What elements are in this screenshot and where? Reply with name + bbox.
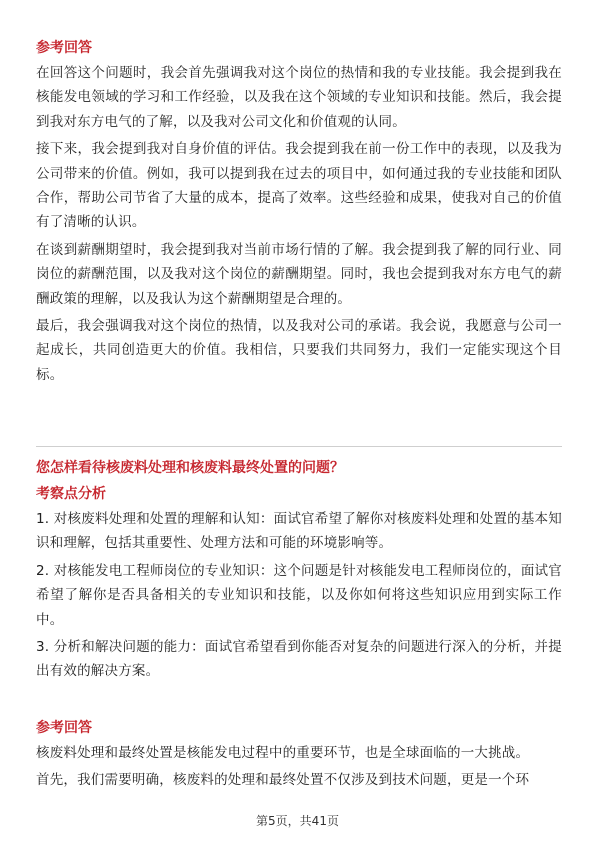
answer-paragraph: 在回答这个问题时，我会首先强调我对这个岗位的热情和我的专业技能。我会提到我在核能发电领域的学习和工作经验，以及我在这个领域的专业知识和技能。然后，我会提到我对东方电气的了解，以及我对公司文化和价值观的认同。 bbox=[36, 65, 562, 130]
answer-paragraph: 接下来，我会提到我对自身价值的评估。我会提到我在前一份工作中的表现，以及我为公司带来的价值。例如，我可以提到我在过去的项目中，如何通过我的专业技能和团队合作，帮助公司节省了大量的成本，提高了效率。这些经验和成果，使我对自己的价值有了清晰的认识。 bbox=[36, 141, 562, 231]
answer-paragraph: 首先，我们需要明确，核废料的处理和最终处置不仅涉及到技术问题，更是一个环 bbox=[36, 772, 530, 789]
analysis-section bbox=[36, 484, 562, 687]
reference-answer-section-1 bbox=[36, 38, 562, 390]
answer-paragraph: 核废料处理和最终处置是核能发电过程中的重要环节，也是全球面临的一大挑战。 bbox=[36, 745, 530, 761]
section-divider bbox=[36, 446, 562, 447]
question-title: 您怎样看待核废料处理和核废料最终处置的问题？ bbox=[36, 460, 344, 476]
analysis-point: 1. 对核废料处理和处置的理解和认知：面试官希望了解你对核废料处理和处置的基本知识和理解，包括其重要性、处理方法和可能的环境影响等。 bbox=[36, 511, 562, 552]
analysis-heading: 考察点分析 bbox=[36, 486, 106, 502]
analysis-point: 3. 分析和解决问题的能力：面试官希望看到你能否对复杂的问题进行深入的分析，并提出有效的解决方案。 bbox=[36, 639, 562, 680]
analysis-point: 2. 对核能发电工程师岗位的专业知识：这个问题是针对核能发电工程师岗位的，面试官希望了解你是否具备相关的专业知识和技能，以及你如何将这些知识应用到实际工作中。 bbox=[36, 562, 562, 628]
page-number: 第5页，共41页 bbox=[256, 814, 339, 828]
answer-paragraph: 在谈到薪酬期望时，我会提到我对当前市场行情的了解。我会提到我了解的同行业、同岗位的薪酬范围，以及我对这个岗位的薪酬期望。同时，我也会提到我对东方电气的薪酬政策的理解，以及我认为这个薪酬期望是合理的。 bbox=[36, 241, 562, 307]
reference-answer-section-2 bbox=[36, 718, 562, 796]
reference-answer-heading: 参考回答 bbox=[36, 40, 92, 56]
reference-answer-heading: 参考回答 bbox=[36, 720, 92, 736]
answer-paragraph: 最后，我会强调我对这个岗位的热情，以及我对公司的承诺。我会说，我愿意与公司一起成长，共同创造更大的价值。我相信，只要我们共同努力，我们一定能实现这个目标。 bbox=[36, 318, 562, 383]
